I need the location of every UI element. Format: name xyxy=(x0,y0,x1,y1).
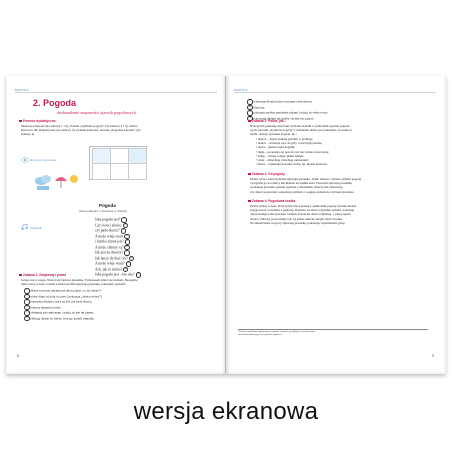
verse-line: Czy świeci słońce, 2 xyxy=(95,223,141,229)
task2-heading: Zabawa 2. Pokaż, jak... xyxy=(248,119,286,123)
weather-symbols-illustration xyxy=(33,169,81,193)
song-title: Pogoda xyxy=(99,203,116,208)
task1-heading: Zabawa 1. Zaśpiewaj i pokaż xyxy=(19,273,66,277)
header-rule xyxy=(234,92,436,93)
card xyxy=(92,163,111,180)
list-item: • mgła – poruszają się powoli, nic nie widząc przed sobą; xyxy=(256,150,434,154)
side-label-illustration: Ilustracja wyjściowa xyxy=(30,158,57,162)
verse-line: Jak jest na dworze? 7 xyxy=(95,250,141,256)
page-header-tag: MUZYKA xyxy=(15,88,29,92)
verse-line: Jaka pogoda jest – kto wie? 11 xyxy=(95,272,140,277)
verse-line: Jaka pogoda jest? 1 xyxy=(95,217,141,223)
list-item: 2 ruchy dłoni od dołu do góry ( pokazują „słońce świeci”) xyxy=(23,294,213,300)
section-square-icon xyxy=(19,274,22,277)
verse-line: Jak burzy słychać ryk? 8 xyxy=(95,256,141,262)
verse-line: A może chmury są? 6 xyxy=(95,245,141,251)
screen-version-caption: wersja ekranowa xyxy=(133,398,319,425)
materials-heading: Pomoce dydaktyczne: xyxy=(19,119,56,123)
card xyxy=(128,163,147,180)
list-item: 5 obejmują się ramionami i udają, że jest im zimno; xyxy=(23,310,213,316)
task2-bullets xyxy=(256,137,434,166)
list-item: 10 potrząsają dłońmi jak gdyby chciały się ogrzać; xyxy=(248,115,315,120)
section-square-icon xyxy=(248,120,251,123)
list-item: 8 klaszczą; xyxy=(246,105,431,111)
task3-text: Dzieci wraz z nauczycielem śpiewają piosenkę. Jedno dziecko wybiera symbol pogody i przypina go na tablicy lub kładzie na środku koła. Pozostali śpiewają piosenkę i pokazują zjawisko gestem zgodnie z obrazkiem. Nauczyciel obserwuje, czy dzieci poprawnie rozpoznają symbole i reagują ruchem na wybrane zjawisko. xyxy=(250,177,362,194)
task1-list xyxy=(23,288,213,321)
list-item: 7 wykonują dłonią ruchy rotacyjne obok głowy; xyxy=(246,99,431,105)
list-item: • słońce – wznoszą ręce do góry i rozchylają dłonie; xyxy=(256,141,434,145)
song-verses xyxy=(95,217,141,278)
illustration-eye-icon xyxy=(21,157,29,163)
list-item: 3 poruszają dłońmi z góry na dół, jak pada deszcz, xyxy=(23,299,213,305)
section-square-icon xyxy=(19,120,22,123)
right-page xyxy=(226,76,444,372)
cloud-icon xyxy=(35,175,51,185)
task2-text: Nauczyciel pokazuje dzieciom wybrane obrazki z symbolami zjawisk pogodo- wych (obrazki „Symbole pogody”). Zadaniem dzieci jest pokazanie, za pomocą ruchu, danego zjawiska pogody, np.: xyxy=(250,124,352,137)
verse-line: A może wieje wiatr 4 xyxy=(95,234,141,240)
music-note-icon xyxy=(21,224,29,230)
materials-text: ilustracje pierwsze (do zabawy 1 i 3), obrazki „Symbole pogody” (do zabawy 2 i 3), tablice kolorowe lub magnetyczne (do zabawy 3), zadanie końcowe, obrazki „Pogodowa kostka” (do zabawy 4) xyxy=(21,124,141,137)
task4-heading: Zabawa 4. Pogodowa kostka xyxy=(248,199,295,203)
section-square-icon xyxy=(248,173,251,176)
verse-line: i burzka zimna jest? 5 xyxy=(95,239,141,245)
open-book-spread xyxy=(6,76,446,374)
weather-cards-illustration xyxy=(89,146,147,180)
list-item: 1 dłonie rozwarte rękami nad głową (gest „co się dzieje”) xyxy=(23,288,213,294)
card xyxy=(110,163,129,180)
side-label-recording: Nagranie xyxy=(30,226,43,230)
list-item: 9 pokazują szybkie machanie rękami i udają, że wieje wiatr; xyxy=(246,110,431,116)
header-rule xyxy=(15,92,217,93)
section-square-icon xyxy=(248,200,251,203)
continued-list xyxy=(246,99,431,121)
sun-icon xyxy=(70,175,78,183)
footnote: ¹ Kostkę z symbolami pogody można wykonać z kartonu, przyklejając na każdej ściance obrazek przedstawiający inne zjawisko pogodowe. xyxy=(238,329,428,337)
page-number-left: 8 xyxy=(17,354,19,358)
task4-text: Dzieci siedzą w kole. Nauczyciel rzuca kostką z symbolami pogody (kostkę można przygotować wcześniej z papieru). Dziecko, na które wypadnie symbol, pokazuje odpowiadające mu zjawisko ruchem. Pozostałe dzieci odgadują, o jaką pogodę chodzi. Zabawę powtarzamy tak, by każde dziecko mogło rzucić kostką. Na zakończenie wszyscy śpiewają piosenkę, pokazując zapamiętane gesty. xyxy=(250,204,357,225)
verse-line: A może wieje wiatr? 9 xyxy=(95,261,141,267)
verse-line: Ach, jak tu zimno! 10 xyxy=(95,267,127,272)
lesson-title: 2. Pogoda xyxy=(33,98,77,108)
list-item: • deszcz – dzieci stukają palcami w podłogę; xyxy=(256,137,434,141)
task3-heading: Zabawa 3. Od pogody xyxy=(248,172,285,176)
list-item: 6 zbliżają dłonie do siebie, tworząc kształt chmurki; xyxy=(23,316,213,322)
page-number-right: 9 xyxy=(432,354,434,358)
list-item: • burza – wykonują dowolne ruchy, np. głośno klaszczą. xyxy=(256,162,434,166)
list-item: • burza – głośno tupią nogami; xyxy=(256,145,434,149)
left-page xyxy=(7,76,226,372)
umbrella-icon xyxy=(55,177,67,188)
list-item: • wiatr – dmuchają i machają ramionami; xyxy=(256,158,434,162)
lesson-subtitle: doskonalenie znajomości zjawisk pogodowych xyxy=(57,110,136,115)
list-item: 4 kołyszą rękami na boki; xyxy=(23,305,213,311)
list-item: • śnieg – wirują, udając płatki śniegu; xyxy=(256,154,434,158)
verse-line: czy pada deszcz? 3 xyxy=(95,228,141,234)
task1-text: Grupa stoi w kręgu. Nauczyciel śpiewa piosenkę. Tymczasem dzieci się ruchem. Następnie dzieci stoją w kole i razem z nauczycielem śpiewają piosenkę, pokazując gestami: xyxy=(21,278,138,287)
song-credits: (słowa i muzyka: J. Strzelecka, S. Wałach) xyxy=(79,210,127,213)
page-header-tag: MUZYKA xyxy=(234,88,248,92)
rain-strip xyxy=(37,186,49,190)
